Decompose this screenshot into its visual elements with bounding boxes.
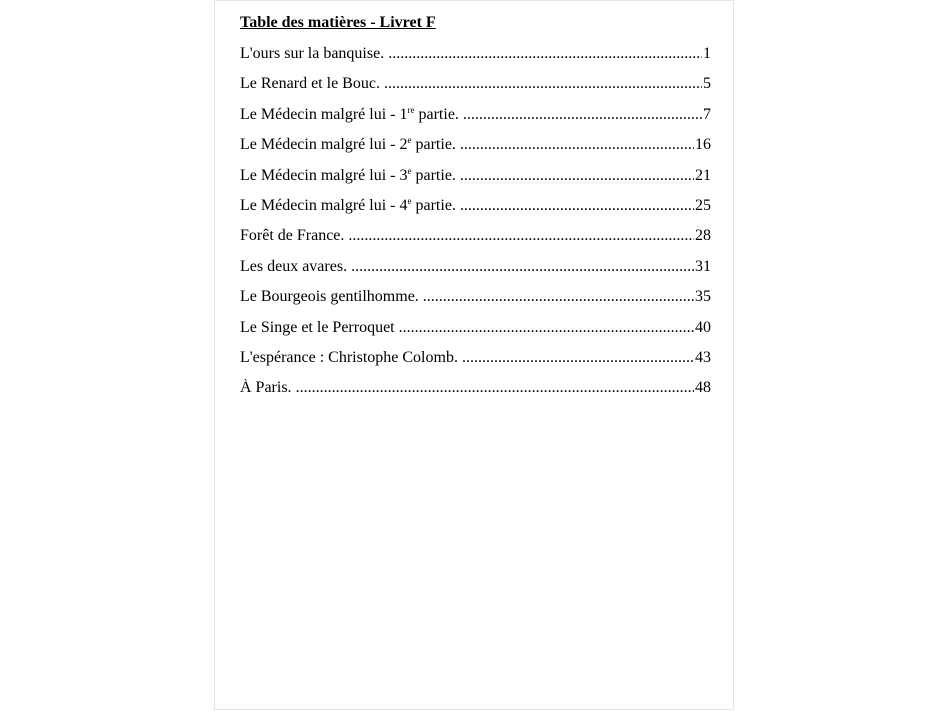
toc-entry-title: L'espérance : Christophe Colomb. bbox=[240, 348, 458, 366]
toc-entry-title: L'ours sur la banquise. bbox=[240, 45, 385, 62]
toc-entry[interactable] bbox=[240, 227, 711, 257]
toc-entry-title: À Paris. bbox=[240, 379, 292, 397]
toc-entry-page: 16 bbox=[695, 136, 711, 154]
toc-entry-page: 28 bbox=[695, 227, 711, 245]
dot-leader bbox=[423, 288, 694, 306]
dot-leader bbox=[460, 136, 694, 154]
toc-entry[interactable] bbox=[240, 349, 711, 379]
toc-entry-page: 31 bbox=[695, 257, 711, 275]
dot-leader bbox=[462, 349, 694, 367]
toc-entry-page: 25 bbox=[695, 196, 711, 214]
toc-entry-title: Le Médecin malgré lui - 1re partie. bbox=[240, 105, 459, 123]
toc-entry[interactable] bbox=[240, 258, 711, 288]
toc-entry-title: Le Renard et le Bouc. bbox=[240, 75, 380, 93]
toc-entry[interactable] bbox=[240, 45, 711, 75]
dot-leader bbox=[460, 167, 694, 185]
toc-entry-title: Les deux avares. bbox=[240, 257, 348, 275]
dot-leader bbox=[388, 45, 702, 63]
toc-entry-page: 43 bbox=[695, 348, 711, 366]
dot-leader bbox=[463, 106, 702, 124]
toc-entry-title: Forêt de France. bbox=[240, 227, 345, 245]
toc-entry[interactable] bbox=[240, 167, 711, 197]
toc-entry-title: Le Singe et le Perroquet bbox=[240, 318, 395, 336]
dot-leader bbox=[384, 75, 702, 93]
toc-entry-page: 1 bbox=[703, 45, 711, 62]
dot-leader bbox=[348, 227, 694, 245]
toc-entry[interactable] bbox=[240, 136, 711, 166]
toc-entry[interactable] bbox=[240, 106, 711, 136]
toc-entry-title: Le Bourgeois gentilhomme. bbox=[240, 288, 419, 306]
toc-entry-page: 5 bbox=[703, 75, 711, 93]
toc-entry-page: 35 bbox=[695, 288, 711, 306]
toc-entry-page: 48 bbox=[695, 379, 711, 397]
toc-entry[interactable] bbox=[240, 75, 711, 105]
dot-leader bbox=[399, 319, 694, 337]
toc-entry[interactable] bbox=[240, 197, 711, 227]
dot-leader bbox=[460, 197, 694, 215]
toc-entry[interactable] bbox=[240, 288, 711, 318]
toc-entry-title: Le Médecin malgré lui - 4e partie. bbox=[240, 196, 456, 214]
toc-entry-page: 40 bbox=[695, 318, 711, 336]
dot-leader bbox=[351, 258, 694, 276]
dot-leader bbox=[296, 379, 694, 397]
toc-entry-page: 7 bbox=[703, 105, 711, 123]
toc-entry-title: Le Médecin malgré lui - 2e partie. bbox=[240, 136, 456, 154]
document-page bbox=[214, 0, 734, 710]
toc-entry[interactable] bbox=[240, 319, 711, 349]
toc-entry-title: Le Médecin malgré lui - 3e partie. bbox=[240, 166, 456, 184]
toc-title: Table des matières - Livret F bbox=[240, 14, 436, 31]
toc-list bbox=[240, 45, 711, 410]
toc-entry[interactable] bbox=[240, 379, 711, 409]
toc-entry-page: 21 bbox=[695, 166, 711, 184]
